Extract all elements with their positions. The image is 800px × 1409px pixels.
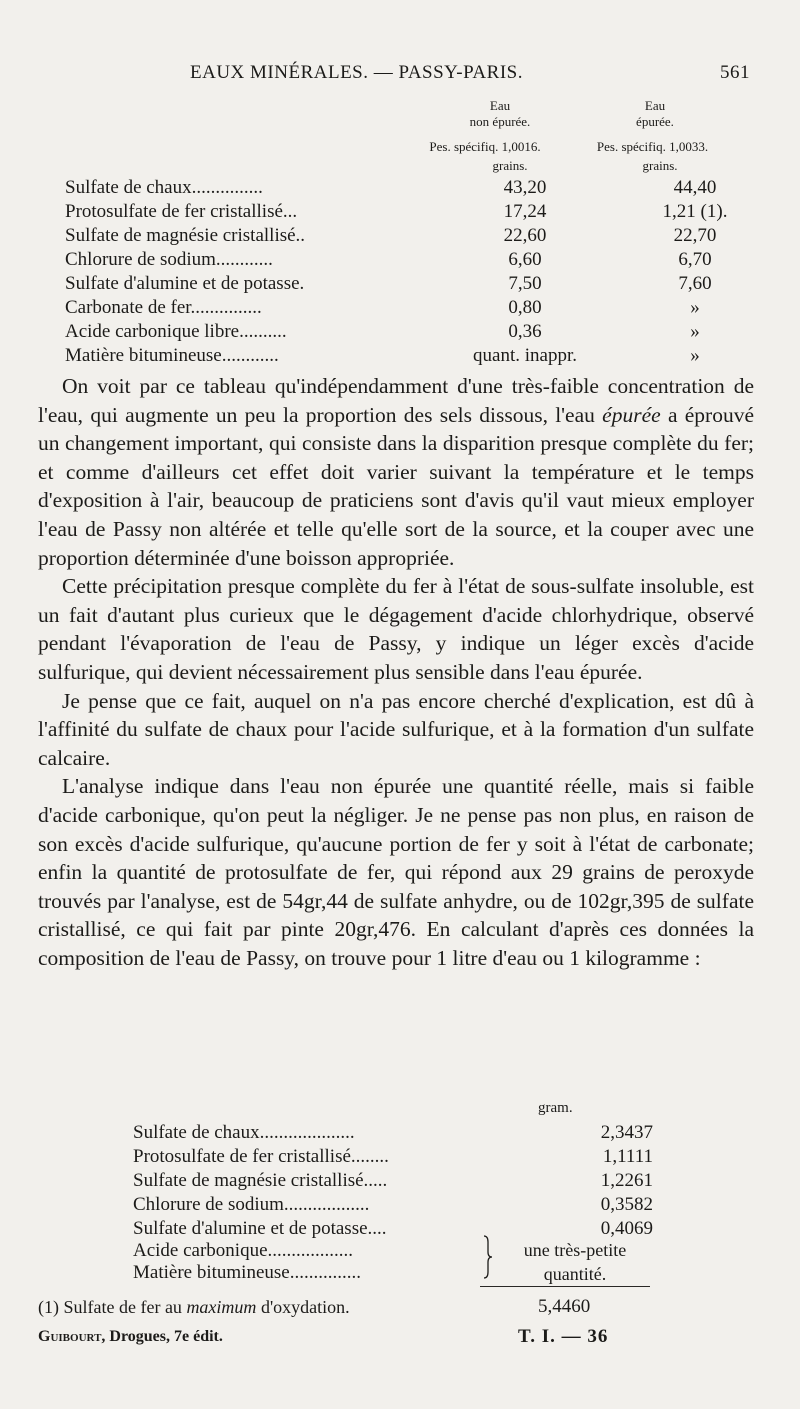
row-value-purified: 6,70 [678,249,712,270]
brace-note-line: une très-petite [523,1240,627,1260]
row-name: Sulfate de magnésie cristallisé.. [65,225,306,246]
paragraph-text: a éprouvé un changement important, qui consiste dans la disparition presque complète du fer; et comme d'ailleurs cet effet doit varier suivant la température et le temps d'exposition à l'air, beaucoup de praticiens sont d'avis qu'il vaut mieux employer l'eau de Passy non altérée et telle qu'elle sort de la source, et la couper avec une proportion déterminée d'une boisson appropriée. [38,402,754,570]
row-value-raw: quant. inappr. [473,345,577,366]
footnote-text: (1) Sulfate de fer au [38,1297,187,1317]
row-value-raw: 43,20 [503,177,547,198]
footnote [38,1297,350,1318]
brace-note [505,1238,645,1286]
row-name: Sulfate de chaux.................... [133,1122,355,1143]
row-name: Sulfate de chaux............... [65,177,263,198]
table2-row [133,1122,653,1146]
row-name: Matière bitumineuse............... [133,1262,361,1283]
table1-row [65,345,755,369]
table2-row [133,1146,653,1170]
row-name: Sulfate d'alumine et de potasse. [65,273,305,294]
row-value: 1,1111 [602,1146,653,1167]
header-title: EAUX MINÉRALES. — PASSY-PARIS. [190,62,523,83]
brace-icon [482,1234,494,1280]
row-name: Matière bitumineuse............ [65,345,279,366]
table2-row [133,1262,483,1286]
table2-row [133,1240,483,1264]
col1-specific-gravity: Pes. spécifiq. 1,0016. [429,139,541,154]
row-value-purified: 7,60 [678,273,712,294]
row-name: Sulfate de magnésie cristallisé..... [133,1170,388,1191]
col1-head-line: non épurée. [469,114,531,129]
row-name: Sulfate d'alumine et de potasse.... [133,1218,387,1239]
tome-signature: T. I. — 36 [518,1326,609,1347]
page-number: 561 [720,62,750,83]
row-value-purified: » [690,321,700,342]
col2-specific-gravity: Pes. spécifiq. 1,0033. [596,139,709,154]
col1-unit: grains. [492,158,528,173]
row-value-raw: 0,36 [508,321,542,342]
running-header [60,62,750,90]
row-value-purified: 1,21 (1). [662,201,728,222]
col2-head-line: épurée. [636,114,674,129]
paragraph: L'analyse indique dans l'eau non épurée une quantité réelle, mais si faible d'acide carbonique, qu'on peut la négliger. Je ne pense pas non plus, en raison de son excès d'acide sulfurique, qu'aucune portion de fer y soit à l'état de carbonate; enfin la quantité de protosulfate de fer, qui répond aux 29 grains de peroxyde trouvés par l'analyse, est de 54gr,44 de sulfate anhydre, ou de 102gr,395 de sulfate cristallisé, ce qui fait par pinte 20gr,476. En calculant d'après ces données la composition de l'eau de Passy, on trouve pour 1 litre d'eau ou 1 kilogramme : [38,774,754,970]
row-name: Carbonate de fer............... [65,297,262,318]
table1-row [65,273,755,297]
col2-unit: grains. [642,158,678,173]
row-value-raw: 7,50 [508,273,542,294]
row-value-purified: 44,40 [673,177,717,198]
row-value-purified: 22,70 [673,225,717,246]
emphasis: épurée [602,402,661,427]
table1-row [65,177,755,201]
table2-unit: gram. [538,1100,573,1116]
table1-col2-header [590,98,720,130]
row-name: Protosulfate de fer cristallisé........ [133,1146,389,1167]
row-value-raw: 22,60 [503,225,547,246]
footnote-text: d'oxydation. [256,1297,350,1317]
row-name: Chlorure de sodium............ [65,249,273,270]
row-value-raw: 17,24 [503,201,547,222]
table2-row [133,1194,653,1218]
row-name: Acide carbonique.................. [133,1240,354,1261]
table1-row [65,297,755,321]
printer-signature [38,1328,223,1346]
paragraph: Je pense que ce fait, auquel on n'a pas encore cherché d'explication, est dû à l'affinité du sulfate de chaux pour l'acide sulfurique, et à la formation d'un sulfate calcaire. [38,688,754,770]
col2-head-line: Eau [644,98,666,113]
row-value-purified: » [690,297,700,318]
table2-row [133,1170,653,1194]
table1-col1-header [440,98,560,130]
table1-row [65,249,755,273]
row-value-purified: » [690,345,700,366]
paragraph [38,372,754,572]
paragraph: Cette précipitation presque complète du fer à l'état de sous-sulfate insoluble, est un fait d'autant plus curieux que le dégagement d'acide chlorhydrique, observé pendant l'évaporation de l'eau de Passy, y indique un léger excès d'acide sulfurique, qui devient nécessairement plus sensible dans l'eau épurée. [38,574,754,684]
row-value: 2,3437 [600,1122,653,1143]
row-value-raw: 6,60 [508,249,542,270]
table1-row [65,321,755,345]
table1-row [65,225,755,249]
row-name: Acide carbonique libre.......... [65,321,287,342]
paragraph-text: On voit par ce tableau qu'indépendamment d'une très-faible concentration de l'eau, qui augmente un peu la proportion des sels dissous, l'eau [38,374,754,427]
body-text [38,372,754,972]
signature-rest: , Drogues, 7e édit. [101,1328,223,1345]
table2-total: 5,4460 [538,1296,591,1317]
row-name: Chlorure de sodium.................. [133,1194,370,1215]
table1-row [65,201,755,225]
signature-author: Guibourt [38,1328,102,1345]
row-value-raw: 0,80 [508,297,542,318]
row-value: 0,3582 [600,1194,653,1215]
col1-head-line: Eau [489,98,511,113]
brace-note-line: quantité. [543,1264,607,1284]
sum-rule [480,1286,650,1287]
footnote-emphasis: maximum [186,1297,257,1317]
row-value: 1,2261 [600,1170,653,1191]
row-value: 0,4069 [600,1218,653,1239]
row-name: Protosulfate de fer cristallisé... [65,201,298,222]
